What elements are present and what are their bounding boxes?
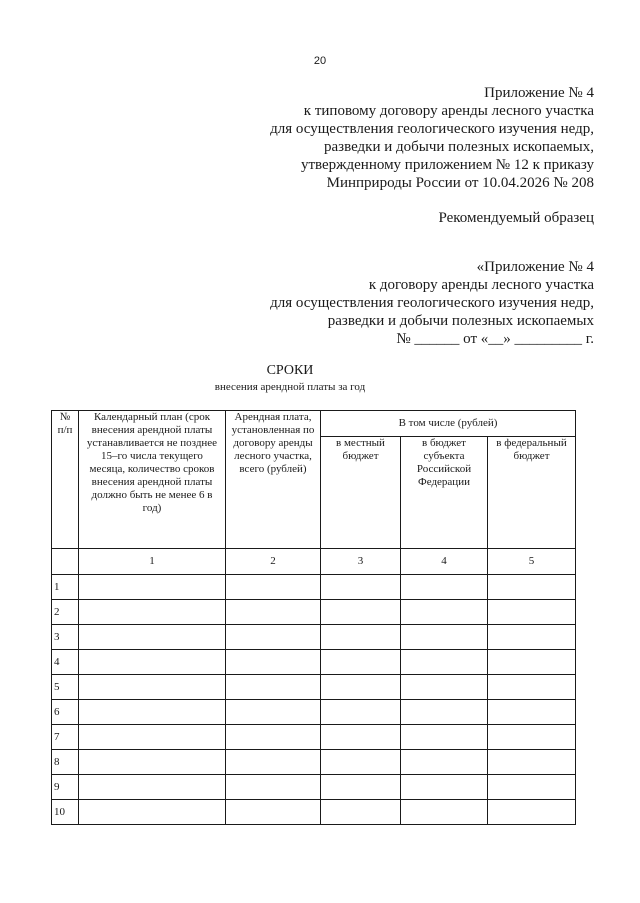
header-local-budget: в местный бюджет [321, 437, 401, 549]
table-cell-empty [226, 725, 321, 750]
column-number: 2 [226, 549, 321, 575]
table-cell-empty [321, 650, 401, 675]
table-cell-empty [488, 675, 576, 700]
table-cell-empty [321, 775, 401, 800]
table-cell-empty [79, 800, 226, 825]
table-cell-empty [226, 700, 321, 725]
column-number-row [52, 549, 576, 575]
table-cell-empty [226, 575, 321, 600]
table-row [52, 725, 576, 750]
table-cell-empty [401, 600, 488, 625]
table-row [52, 675, 576, 700]
table-cell-empty [79, 725, 226, 750]
row-number: 5 [52, 675, 79, 700]
column-number [52, 549, 79, 575]
table-cell-empty [79, 650, 226, 675]
table-row [52, 800, 576, 825]
appendix-header-line: разведки и добычи полезных ископаемых, [324, 139, 594, 155]
table-cell-empty [488, 700, 576, 725]
table-cell-empty [488, 625, 576, 650]
table-cell-empty [401, 575, 488, 600]
table-cell-empty [401, 700, 488, 725]
table-cell-empty [488, 575, 576, 600]
table-cell-empty [226, 625, 321, 650]
title-main: СРОКИ [266, 363, 314, 378]
row-number: 8 [52, 750, 79, 775]
header-federal-budget: в федеральный бюджет [488, 437, 576, 549]
appendix-header-line: к типовому договору аренды лесного участка [303, 103, 594, 119]
table-cell-empty [401, 750, 488, 775]
row-number: 3 [52, 625, 79, 650]
header-rent-total: Арендная плата, установленная по договору аренды лесного участка, всего (рублей) [226, 411, 321, 549]
table-cell-empty [488, 725, 576, 750]
header-num: № п/п [52, 411, 79, 549]
table-cell-empty [226, 800, 321, 825]
contract-appendix-line: к договору аренды лесного участка [368, 277, 594, 293]
table-cell-empty [321, 600, 401, 625]
table-cell-empty [401, 775, 488, 800]
table-row [52, 750, 576, 775]
table-cell-empty [79, 675, 226, 700]
row-number: 7 [52, 725, 79, 750]
column-number: 5 [488, 549, 576, 575]
table-cell-empty [488, 800, 576, 825]
table-row [52, 775, 576, 800]
appendix-header-line: утвержденному приложением № 12 к приказу [300, 157, 594, 173]
row-number: 2 [52, 600, 79, 625]
contract-appendix-line: для осуществления геологического изучения недр, [270, 295, 594, 311]
table-row [52, 650, 576, 675]
appendix-header-line: Минприроды России от 10.04.2026 № 208 [326, 175, 594, 191]
table-cell-empty [401, 800, 488, 825]
payment-schedule-table [51, 410, 576, 825]
row-number: 1 [52, 575, 79, 600]
table-cell-empty [401, 625, 488, 650]
row-number: 10 [52, 800, 79, 825]
table-cell-empty [321, 625, 401, 650]
table-cell-empty [79, 575, 226, 600]
appendix-header-line: Приложение № 4 [484, 85, 594, 101]
table-cell-empty [226, 750, 321, 775]
row-number: 4 [52, 650, 79, 675]
table-cell-empty [226, 675, 321, 700]
table-cell-empty [79, 625, 226, 650]
table-cell-empty [321, 700, 401, 725]
table-cell-empty [488, 750, 576, 775]
table-cell-empty [321, 675, 401, 700]
appendix-header [270, 84, 594, 192]
table-cell-empty [226, 650, 321, 675]
column-number: 1 [79, 549, 226, 575]
contract-appendix-line: разведки и добычи полезных ископаемых [327, 313, 594, 329]
header-subject-budget: в бюджет субъекта Российской Федерации [401, 437, 488, 549]
column-number: 4 [401, 549, 488, 575]
page-number: 20 [313, 55, 327, 67]
sample-label [438, 209, 594, 227]
table-cell-empty [321, 800, 401, 825]
header-including: В том числе (рублей) [321, 411, 576, 437]
table-cell-empty [79, 775, 226, 800]
row-number: 9 [52, 775, 79, 800]
table-cell-empty [79, 700, 226, 725]
sample-label-text: Рекомендуемый образец [438, 210, 594, 226]
table-cell-empty [321, 750, 401, 775]
table-row [52, 625, 576, 650]
table-cell-empty [401, 650, 488, 675]
table-cell-empty [401, 675, 488, 700]
table-cell-empty [226, 600, 321, 625]
table-cell-empty [488, 650, 576, 675]
table-row [52, 600, 576, 625]
table-row [52, 575, 576, 600]
table-cell-empty [401, 725, 488, 750]
table-cell-empty [321, 725, 401, 750]
table-cell-empty [488, 775, 576, 800]
contract-appendix-line: «Приложение № 4 [476, 259, 594, 275]
contract-appendix-block [270, 258, 594, 348]
appendix-header-line: для осуществления геологического изучения недр, [270, 121, 594, 137]
table-cell-empty [488, 600, 576, 625]
contract-appendix-line: № ______ от «__» _________ г. [396, 331, 594, 347]
table-row [52, 700, 576, 725]
table-cell-empty [226, 775, 321, 800]
table-cell-empty [79, 750, 226, 775]
document-title [0, 362, 580, 395]
table-cell-empty [321, 575, 401, 600]
column-number: 3 [321, 549, 401, 575]
table-cell-empty [79, 600, 226, 625]
title-sub: внесения арендной платы за год [214, 381, 366, 393]
row-number: 6 [52, 700, 79, 725]
header-calendar-plan: Календарный план (срок внесения арендной платы устанавливается не позднее 15–го числа текущего месяца, количество сроков внесения арендной платы должно быть не менее 6 в год) [79, 411, 226, 549]
